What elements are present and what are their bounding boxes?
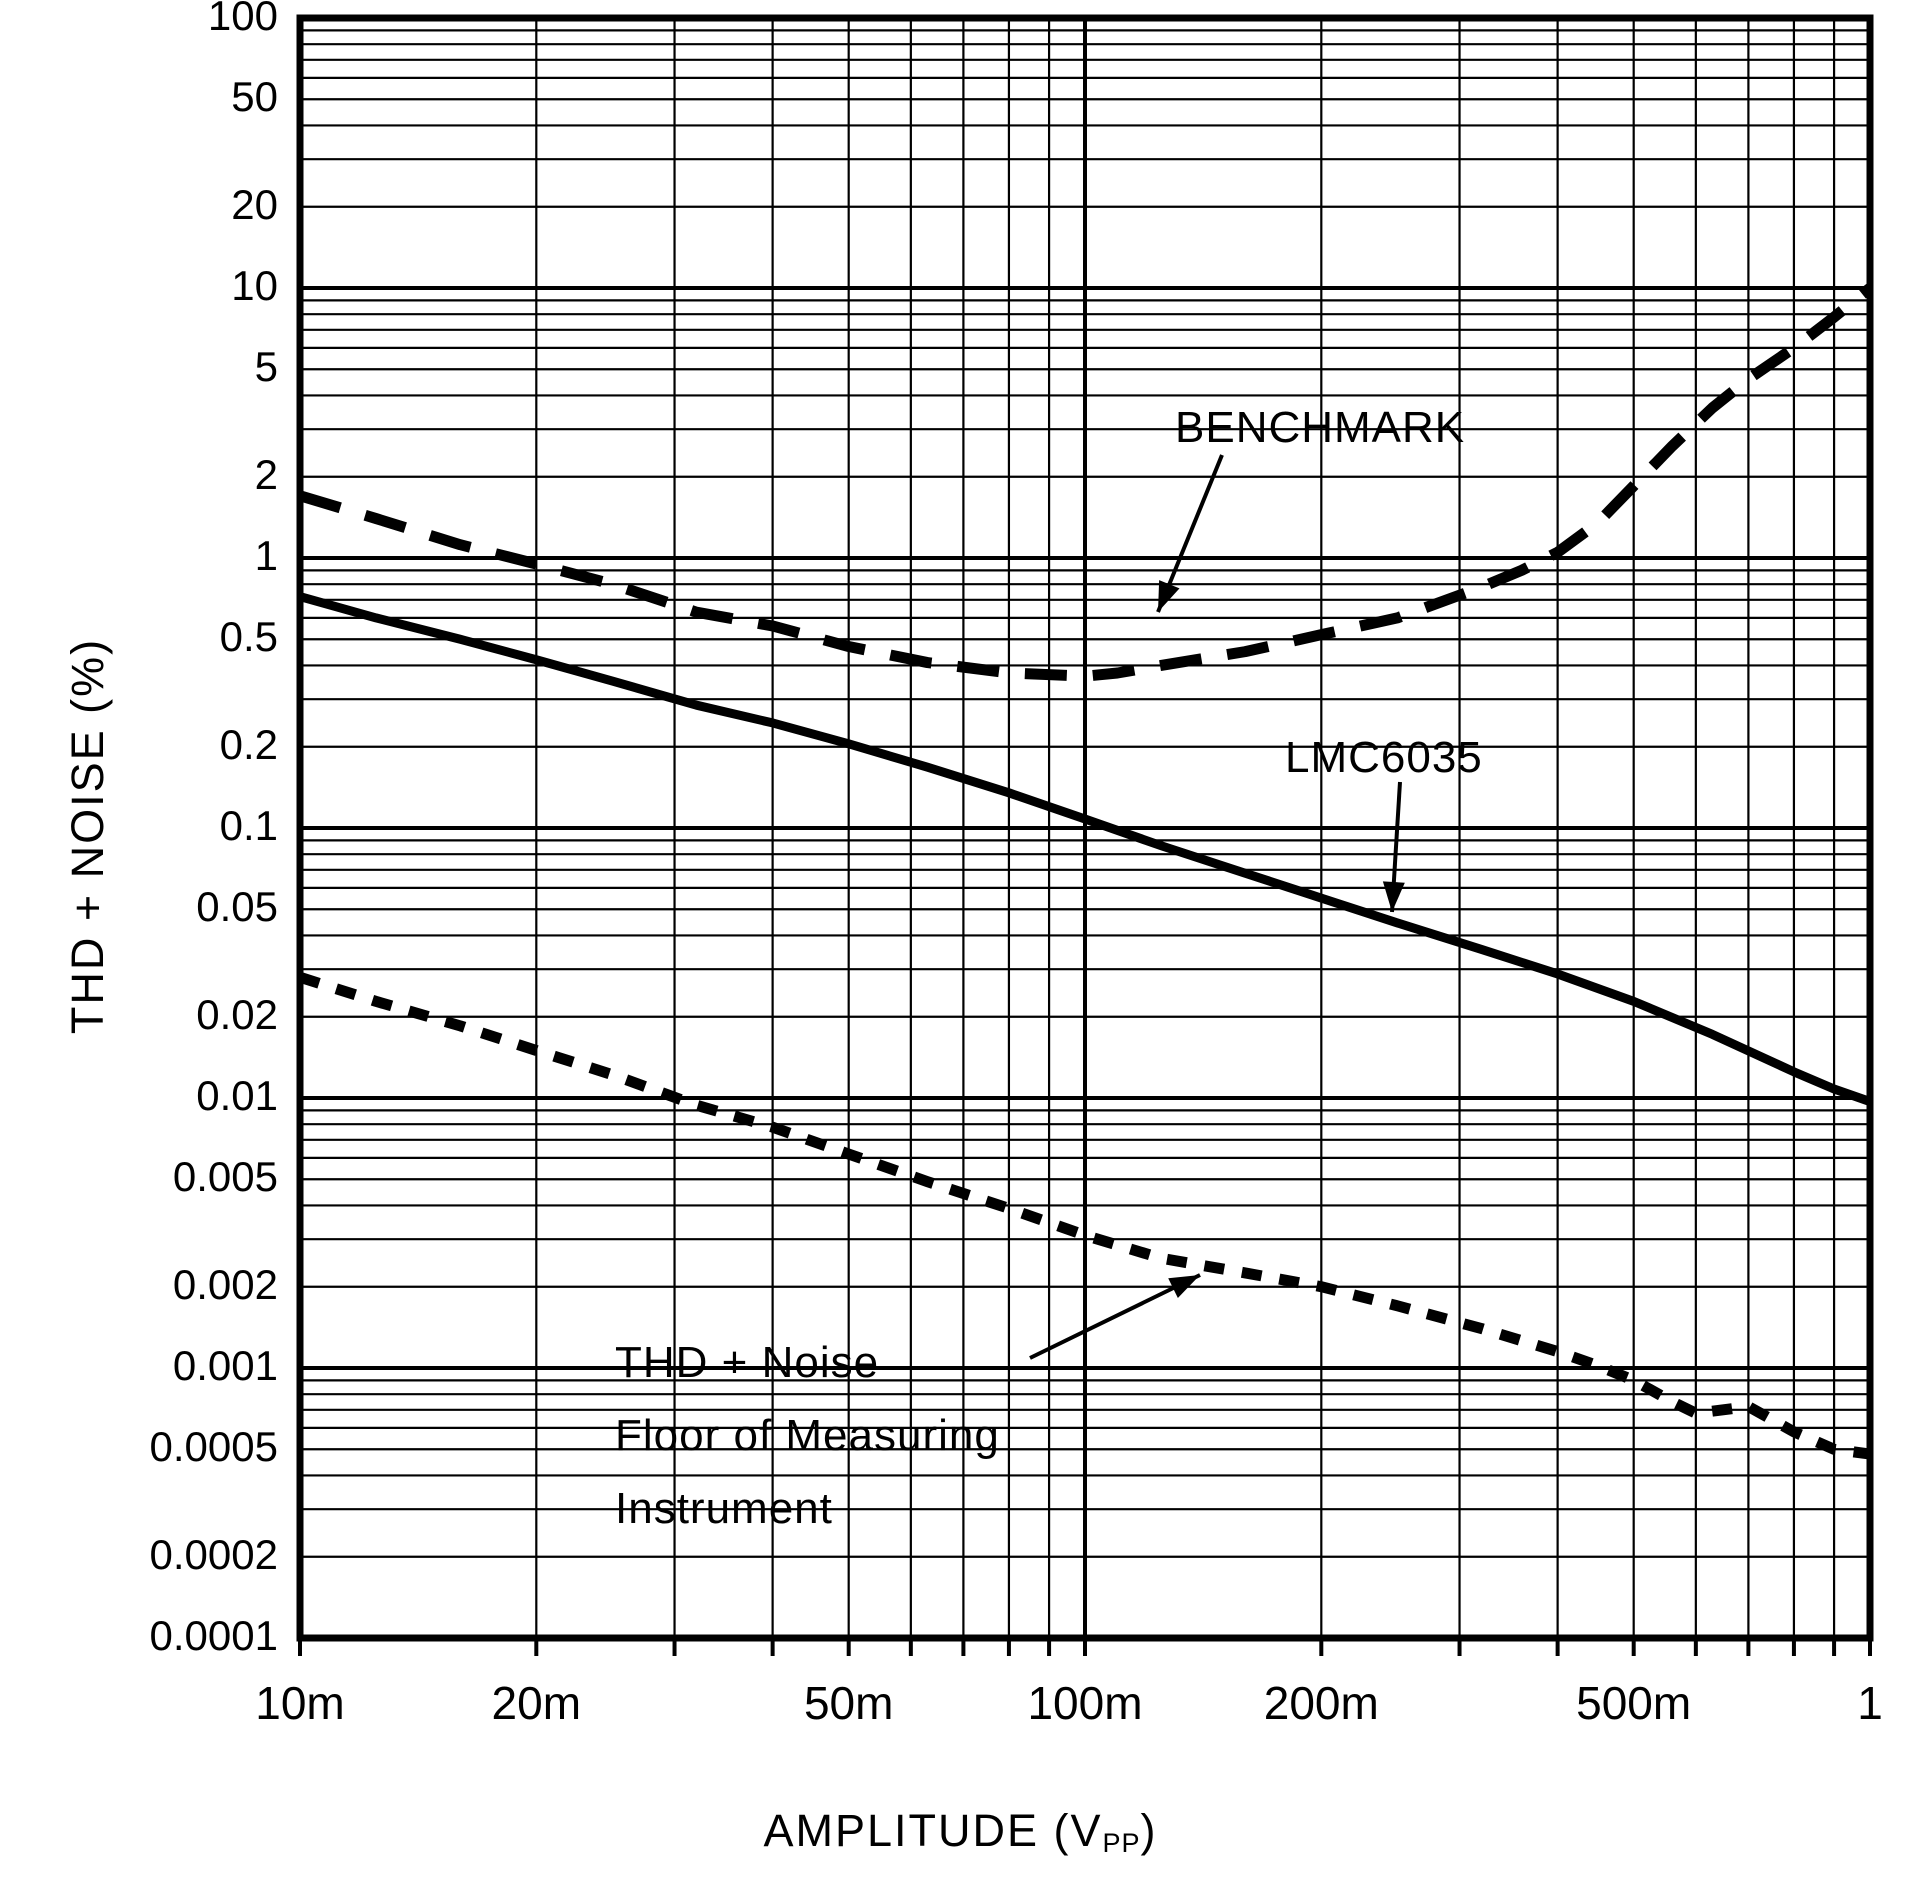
y-tick-label: 50 (231, 73, 278, 121)
y-tick-label: 0.0005 (149, 1423, 278, 1471)
y-tick-label: 100 (207, 0, 278, 39)
x-tick-label: 200m (1263, 1677, 1379, 1729)
y-tick-label: 10 (231, 262, 278, 309)
y-tick-label: 0.005 (172, 1153, 278, 1201)
y-tick-label: 0.5 (219, 613, 278, 661)
x-tick-label: 500m (1576, 1677, 1692, 1729)
x-axis-label-text: AMPLITUDE $(V_{PP})$ (763, 1805, 1158, 1858)
y-tick-label: 0.001 (172, 1342, 278, 1389)
x-axis-label (0, 1805, 1921, 1859)
y-tick-label: 2 (254, 450, 278, 498)
y-tick-label: 0.01 (196, 1072, 278, 1119)
x-tick-label: 100m (1027, 1677, 1143, 1729)
annotation-noise-floor-line3: Instrument (615, 1484, 833, 1533)
y-tick-label: 0.02 (196, 990, 278, 1038)
x-tick-label: 10m (255, 1677, 345, 1729)
x-tick-label: 20m (491, 1677, 582, 1729)
y-tick-label: 0.1 (219, 802, 278, 849)
x-axis-label-subscript: PP (1102, 1828, 1141, 1858)
x-tick-label: 1 (1857, 1677, 1883, 1729)
y-tick-label: 1 (254, 532, 278, 579)
y-tick-label: 0.2 (219, 720, 278, 768)
y-tick-label: 0.0002 (149, 1530, 278, 1578)
y-tick-label: 5 (254, 343, 278, 391)
y-tick-label: 0.0001 (149, 1612, 278, 1659)
y-tick-label: 0.002 (172, 1260, 278, 1308)
annotation-noise-floor-line1: THD + Noise (615, 1338, 880, 1387)
y-axis-label: THD + NOISE (%) (62, 637, 113, 1035)
y-tick-label: 20 (231, 180, 278, 228)
annotation-benchmark: BENCHMARK (1175, 403, 1466, 452)
x-tick-label: 50m (803, 1677, 894, 1729)
annotation-noise-floor-line2: Floor of Measuring (615, 1411, 1000, 1460)
y-tick-label: 0.05 (196, 883, 278, 931)
annotation-lmc6035: LMC6035 (1285, 733, 1483, 782)
